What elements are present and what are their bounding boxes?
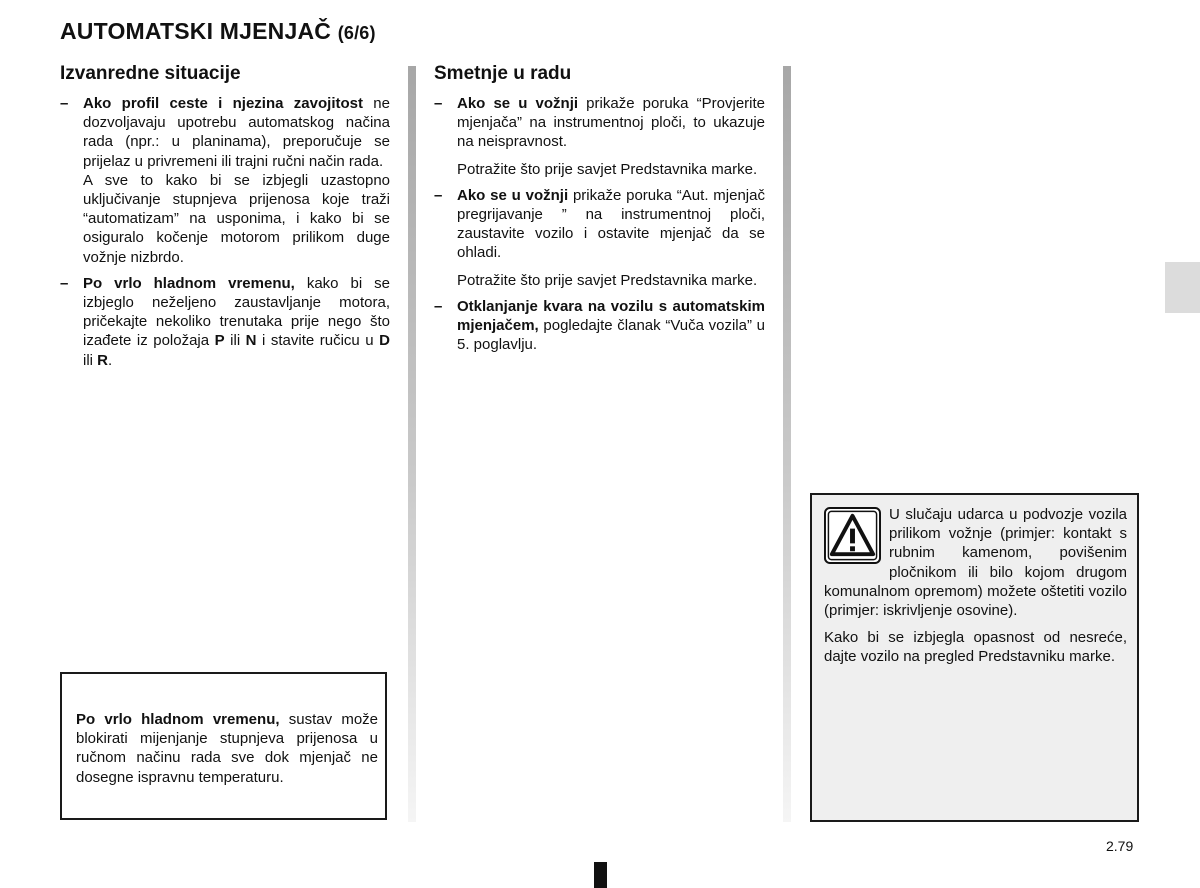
note-body: sustav može blokirati mijenjanje stupnjeva prijenosa u ručnom načinu rada sve dok mjenjač ne dosegne ispravnu temperaturu. [76,711,378,786]
item-text: kako bi se izbjeglo neželjeno zaustavljanje motora, pričekajte nekoliko trenutaka prije nego što izađete iz položaja [83,274,390,350]
list-dash: – [60,274,69,292]
item-text-continued: A sve to kako bi se izbjegli uzastopno uključivanje stupnjeva prijenosa koje traži “automatizam” na usponima, i kako bi se osiguralo kočenje motorom prilikom duge vožnje nizbrdo. [83,171,390,266]
column-separator-right [783,66,791,822]
list-dash: – [434,186,443,204]
left-column-body [60,94,390,370]
list-dash: – [434,95,443,112]
item-text: ili [83,351,98,369]
warning-paragraph-2: Kako bi se izbjegla opasnost od nesreće, dajte vozilo na pregled Predstavniku marke. [824,629,1127,666]
warning-paragraph-1: U slučaju udarca u podvozje vozila prilikom vožnje (primjer: kontakt s rubnim kamenom, povišenim pločnikom ili bilo kojom drugom komunalnom opremom) možete oštetiti vozilo (primjer: iskrivljenje osovine). [824,506,1127,620]
item-lead: Otklanjanje kvara na vozilu s automatskim mjenjačem, [457,297,765,335]
page-title-part: (6/6) [337,23,376,43]
list-item [60,274,390,370]
item-lead: Ako se u vožnji [457,95,579,112]
item-advice: Potražite što prije savjet Predstavnika marke. [457,271,758,289]
warning-text [824,505,1127,667]
item-lead: Ako se u vožnji [457,186,569,204]
note-text [76,710,378,787]
page-edge-mark [594,862,607,888]
page-title [60,18,376,45]
gear-position-r: R [97,351,109,369]
item-text: prikaže poruka “Provjerite mjenjača” na instrumentnoj ploči, to ukazuje na neispravnost. [457,95,765,151]
list-dash: – [60,95,69,112]
item-lead: Po vrlo hladnom vremenu, [83,274,295,292]
gear-position-d: D [379,332,390,350]
list-item [434,186,765,290]
list-item [434,297,765,355]
gear-position-n: N [245,332,257,350]
item-advice: Potražite što prije savjet Predstavnika marke. [457,160,758,178]
warning-triangle-icon [824,507,881,564]
section-heading-malfunctions: Smetnje u radu [434,63,572,84]
note-lead: Po vrlo hladnom vremenu, [76,711,280,728]
item-text: . [108,351,113,369]
page-title-text: AUTOMATSKI MJENJAČ [60,18,332,44]
list-item [434,94,765,179]
list-dash: – [434,297,443,315]
cold-weather-note-box [60,672,387,820]
warning-box [810,493,1139,822]
middle-column-body [434,94,765,354]
chapter-tab-marker [1165,262,1200,313]
item-text: ili [224,332,246,350]
column-separator-left [408,66,416,822]
item-text: pogledajte članak “Vuča vozila” u 5. poglavlju. [457,317,765,354]
page-number: 2.79 [1106,838,1134,854]
item-text: prikaže poruka “Aut. mjenjač pregrijavanje ” na instrumentnoj ploči, zaustavite vozilo i ostavite mjenjač da se ohladi. [457,186,765,262]
item-lead: Ako profil ceste i njezina zavojitost [83,95,363,112]
list-item [60,94,390,267]
gear-position-p: P [214,332,225,350]
item-text: ne dozvoljavaju upotrebu automatskog načina rada (npr.: u planinama), preporučuje se prijelaz u privremeni ili trajni ručni način rada. [83,95,390,170]
section-heading-emergency: Izvanredne situacije [60,63,241,84]
item-text: i stavite ručicu u [256,332,380,350]
